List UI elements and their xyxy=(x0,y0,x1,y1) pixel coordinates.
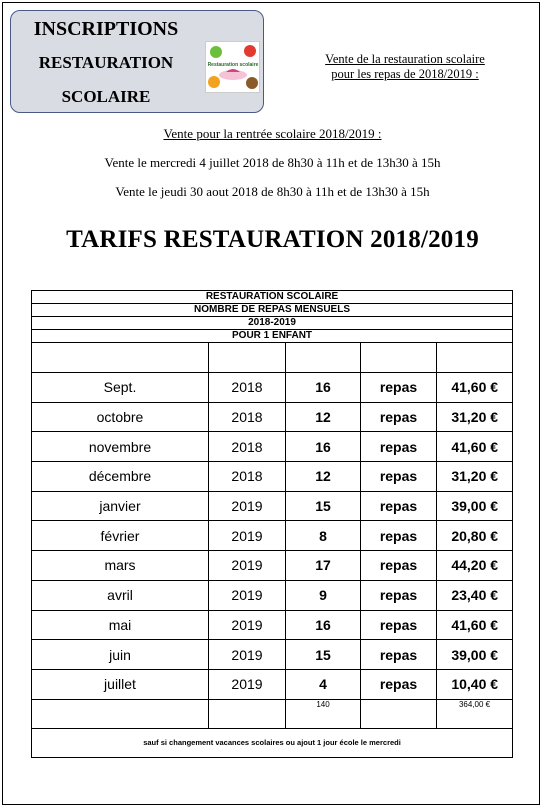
month-cell: novembre xyxy=(32,432,209,462)
blank-cell xyxy=(437,343,513,373)
month-cell: Sept. xyxy=(32,373,209,403)
table-row xyxy=(32,402,513,432)
blank-cell xyxy=(32,343,209,373)
table-header-1: RESTAURATION SCOLAIRE xyxy=(32,291,513,304)
sale-date-1: Vente le mercredi 4 juillet 2018 de 8h30 à 11h et de 13h30 à 15h xyxy=(104,155,441,170)
table-header-3: 2018-2019 xyxy=(32,317,513,330)
box-line-3: SCOLAIRE xyxy=(61,87,151,106)
meal-count-cell: 9 xyxy=(286,580,361,610)
box-line-2: RESTAURATION xyxy=(38,53,174,72)
year-cell: 2018 xyxy=(209,432,286,462)
year-cell: 2019 xyxy=(209,551,286,581)
price-cell: 31,20 € xyxy=(437,402,513,432)
meal-count-cell: 12 xyxy=(286,402,361,432)
year-cell: 2019 xyxy=(209,640,286,670)
meal-count-cell: 15 xyxy=(286,640,361,670)
table-row xyxy=(32,610,513,640)
meal-count-cell: 16 xyxy=(286,610,361,640)
year-cell: 2019 xyxy=(209,491,286,521)
table-row xyxy=(32,640,513,670)
logo-text: Restauration scolaire xyxy=(207,62,259,68)
blank-cell xyxy=(361,343,437,373)
total-blank xyxy=(32,699,209,728)
unit-cell: repas xyxy=(361,432,437,462)
meal-count-cell: 16 xyxy=(286,432,361,462)
sale-date-2: Vente le jeudi 30 aout 2018 de 8h30 à 11h et de 13h30 à 15h xyxy=(115,184,430,199)
month-cell: avril xyxy=(32,580,209,610)
sale-note-line-2: pour les repas de 2018/2019 : xyxy=(331,67,479,81)
year-cell: 2019 xyxy=(209,521,286,551)
unit-cell: repas xyxy=(361,521,437,551)
meal-count-cell: 8 xyxy=(286,521,361,551)
month-cell: octobre xyxy=(32,402,209,432)
table-header-4: POUR 1 ENFANT xyxy=(32,330,513,343)
year-cell: 2018 xyxy=(209,373,286,403)
page-title: TARIFS RESTAURATION 2018/2019 xyxy=(66,226,479,253)
meal-count-cell: 12 xyxy=(286,462,361,492)
total-price: 364,00 € xyxy=(437,699,513,728)
price-cell: 20,80 € xyxy=(437,521,513,551)
school-meals-logo xyxy=(205,41,260,93)
sale-note xyxy=(300,52,510,82)
meal-count-cell: 15 xyxy=(286,491,361,521)
tariff-table xyxy=(31,290,513,758)
blank-cell xyxy=(286,343,361,373)
box-line-1: INSCRIPTIONS xyxy=(33,18,179,40)
price-cell: 41,60 € xyxy=(437,610,513,640)
month-cell: février xyxy=(32,521,209,551)
year-cell: 2019 xyxy=(209,580,286,610)
year-cell: 2018 xyxy=(209,462,286,492)
rentree-heading: Vente pour la rentrée scolaire 2018/2019 : xyxy=(163,126,382,141)
meal-count-cell: 17 xyxy=(286,551,361,581)
price-cell: 31,20 € xyxy=(437,462,513,492)
table-row xyxy=(32,462,513,492)
table-row xyxy=(32,580,513,610)
month-cell: juin xyxy=(32,640,209,670)
price-cell: 39,00 € xyxy=(437,640,513,670)
sale-note-line-1: Vente de la restauration scolaire xyxy=(325,52,485,66)
inscriptions-box xyxy=(10,10,264,113)
table-row xyxy=(32,551,513,581)
month-cell: mars xyxy=(32,551,209,581)
unit-cell: repas xyxy=(361,610,437,640)
footnote: sauf si changement vacances scolaires ou ajout 1 jour école le mercredi xyxy=(32,728,513,757)
total-blank xyxy=(209,699,286,728)
price-cell: 39,00 € xyxy=(437,491,513,521)
unit-cell: repas xyxy=(361,491,437,521)
unit-cell: repas xyxy=(361,462,437,492)
unit-cell: repas xyxy=(361,551,437,581)
table-row xyxy=(32,669,513,699)
table-row xyxy=(32,491,513,521)
unit-cell: repas xyxy=(361,402,437,432)
unit-cell: repas xyxy=(361,669,437,699)
month-cell: décembre xyxy=(32,462,209,492)
total-blank xyxy=(361,699,437,728)
month-cell: juillet xyxy=(32,669,209,699)
unit-cell: repas xyxy=(361,580,437,610)
total-count: 140 xyxy=(286,699,361,728)
month-cell: mai xyxy=(32,610,209,640)
meal-count-cell: 16 xyxy=(286,373,361,403)
price-cell: 10,40 € xyxy=(437,669,513,699)
unit-cell: repas xyxy=(361,640,437,670)
table-header-2: NOMBRE DE REPAS MENSUELS xyxy=(32,304,513,317)
meal-count-cell: 4 xyxy=(286,669,361,699)
year-cell: 2019 xyxy=(209,610,286,640)
price-cell: 44,20 € xyxy=(437,551,513,581)
table-row xyxy=(32,432,513,462)
month-cell: janvier xyxy=(32,491,209,521)
year-cell: 2018 xyxy=(209,402,286,432)
table-row xyxy=(32,373,513,403)
blank-cell xyxy=(209,343,286,373)
table-row xyxy=(32,521,513,551)
year-cell: 2019 xyxy=(209,669,286,699)
price-cell: 23,40 € xyxy=(437,580,513,610)
price-cell: 41,60 € xyxy=(437,373,513,403)
price-cell: 41,60 € xyxy=(437,432,513,462)
unit-cell: repas xyxy=(361,373,437,403)
